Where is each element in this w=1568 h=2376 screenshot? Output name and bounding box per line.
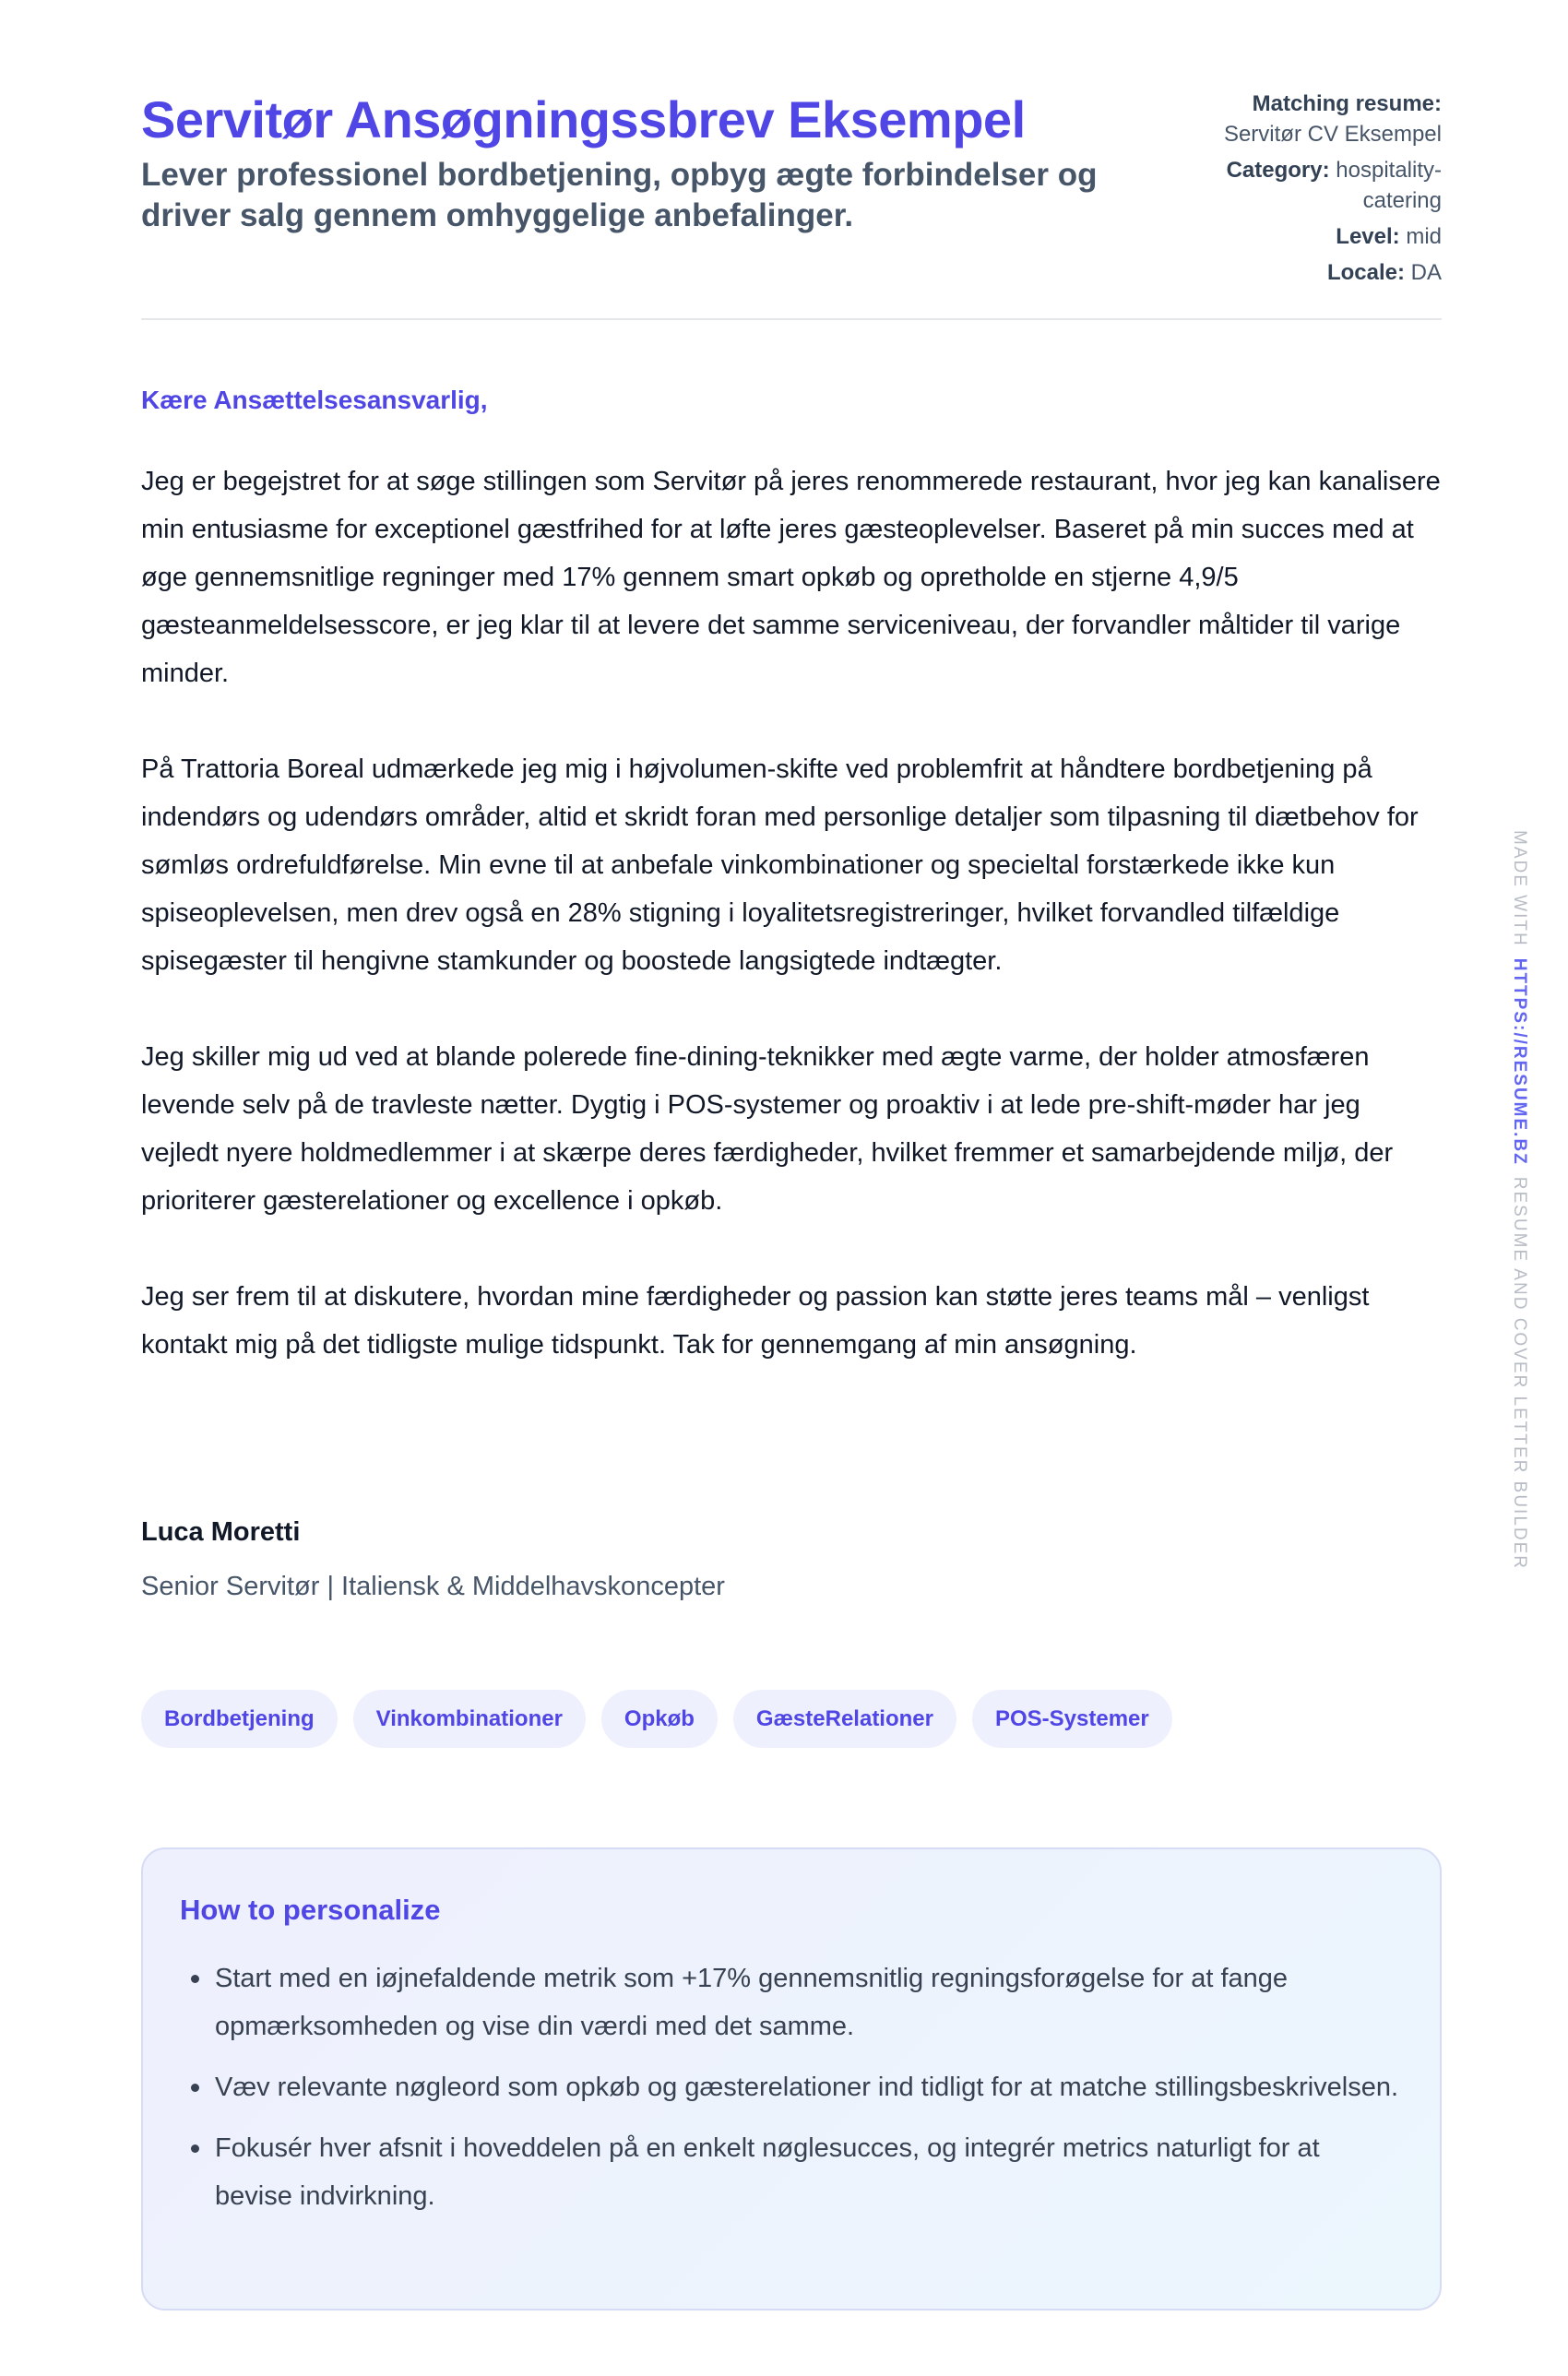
tip-item: Væv relevante nøgleord som opkøb og gæsterelationer ind tidligt for at matche stillingsbeskrivelsen. xyxy=(180,2063,1403,2111)
tag: GæsteRelationer xyxy=(733,1690,956,1748)
paragraph: Jeg skiller mig ud ved at blande polerede fine-dining-teknikker med ægte varme, der holder atmosfæren levende selv på de travleste nætter. Dygtig i POS-systemer og proaktiv i at lede pre-shift-møder har jeg vejledt nyere holdmedlemmer i at skærpe deres færdigheder, hvilket fremmer et samarbejdende miljø, der prioriterer gæsterelationer og excellence i opkøb. xyxy=(141,1042,1394,1216)
watermark-link[interactable]: HTTPS://RESUME.BZ xyxy=(1510,957,1529,1166)
watermark-suffix: RESUME AND COVER LETTER BUILDER xyxy=(1510,1176,1529,1571)
category-value: hospitality-catering xyxy=(1336,158,1442,213)
locale-value: DA xyxy=(1410,260,1442,285)
tag: Opkøb xyxy=(601,1690,718,1748)
tag: Vinkombinationer xyxy=(353,1690,586,1748)
page-subtitle: Lever professionel bordbetjening, opbyg ægte forbindelser og driver salg gennem omhyggelige anbefalinger. xyxy=(141,157,1098,233)
meta-info xyxy=(1193,89,1442,288)
personalize-tips xyxy=(141,1847,1442,2311)
greeting: Kære Ansættelsesansvarlig, xyxy=(141,386,488,414)
letter-body xyxy=(141,457,1442,1417)
paragraph: Jeg ser frem til at diskutere, hvordan mine færdigheder og passion kan støtte jeres teams mål – venligst kontakt mig på det tidligste mulige tidspunkt. Tak for gennemgang af min ansøgning. xyxy=(141,1282,1370,1360)
tag: POS-Systemer xyxy=(972,1690,1172,1748)
divider xyxy=(141,318,1442,320)
tag: Bordbetjening xyxy=(141,1690,338,1748)
signature-title: Senior Servitør | Italiensk & Middelhavskoncepter xyxy=(141,1572,725,1601)
tips-heading: How to personalize xyxy=(180,1894,441,1926)
resume-link[interactable]: Servitør CV Eksempel xyxy=(1223,122,1442,147)
signature-name: Luca Moretti xyxy=(141,1517,301,1547)
level-label: Level: xyxy=(1336,224,1400,249)
paragraph: Jeg er begejstret for at søge stillingen som Servitør på jeres renommerede restaurant, hvor jeg kan kanalisere min entusiasme for exceptionel gæstfrihed for at løfte jeres gæsteoplevelser. Baseret på min succes med at øge gennemsnitlige regninger med 17% gennem smart opkøb og opretholde en stjerne 4,9/5 gæsteanmeldelsesscore, er jeg klar til at levere det samme serviceniveau, der forvandler måltider til varige minder. xyxy=(141,467,1441,688)
tip-item: Start med en iøjnefaldende metrik som +17% gennemsnitlig regningsforøgelse for at fange opmærksomheden og vise din værdi med det samme. xyxy=(180,1954,1403,2050)
tag-list xyxy=(141,1690,1172,1748)
locale-label: Locale: xyxy=(1326,260,1405,285)
level-value: mid xyxy=(1406,224,1442,249)
resume-label: Matching resume: xyxy=(1252,91,1442,116)
category-label: Category: xyxy=(1226,158,1330,183)
watermark xyxy=(1509,830,1529,1586)
watermark-prefix: MADE WITH xyxy=(1510,830,1529,947)
tip-item: Fokusér hver afsnit i hoveddelen på en enkelt nøglesucces, og integrér metrics naturligt for at bevise indvirkning. xyxy=(180,2124,1403,2220)
page-title: Servitør Ansøgningssbrev Eksempel xyxy=(141,90,1026,148)
paragraph: På Trattoria Boreal udmærkede jeg mig i højvolumen-skifte ved problemfrit at håndtere bordbetjening på indendørs og udendørs områder, altid et skridt foran med personlige detaljer som tilpasning til diætbehov for sømløs ordrefuldførelse. Min evne til at anbefale vinkombinationer og specieltal forstærkede ikke kun spiseoplevelsen, men drev også en 28% stigning i loyalitetsregistreringer, hvilket forvandled tilfældige spisegæster til hengivne stamkunder og boostede langsigtede indtægter. xyxy=(141,754,1419,976)
page-header xyxy=(141,89,1442,288)
